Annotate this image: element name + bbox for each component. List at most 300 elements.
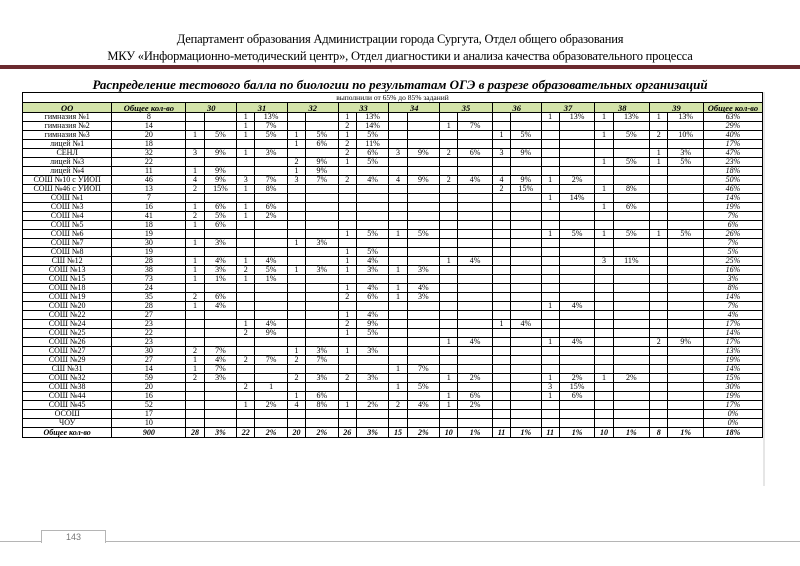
score-count [650,392,668,401]
score-count [237,347,255,356]
score-percent [407,140,439,149]
score-count: 2 [186,212,204,221]
score-percent [458,212,493,221]
score-percent [511,167,541,176]
score-percent: 4% [356,257,388,266]
score-count [287,383,305,392]
score-count: 2 [237,329,255,338]
score-percent [613,302,650,311]
score-percent: 13% [559,113,595,122]
score-percent: 2% [458,401,493,410]
org-total: 22 [112,329,186,338]
score-count: 1 [389,266,407,275]
org-name: гимназия №2 [23,122,112,131]
org-name: СОШ №6 [23,230,112,239]
score-percent: 4% [511,320,541,329]
score-percent [255,311,287,320]
score-count: 8 [650,428,668,438]
score-percent: 9% [306,167,338,176]
score-percent [559,365,595,374]
score-count: 1 [541,113,559,122]
score-count [650,410,668,419]
org-name: СОШ №18 [23,284,112,293]
column-header: 37 [541,103,595,113]
score-percent [668,401,704,410]
score-percent [356,167,388,176]
score-percent [204,401,236,410]
score-count: 1 [186,275,204,284]
score-count [595,275,613,284]
score-percent [613,293,650,302]
score-percent: 1% [559,428,595,438]
org-name: СШ №31 [23,365,112,374]
score-percent: 4% [458,176,493,185]
score-percent [559,320,595,329]
score-percent [613,167,650,176]
table-row [23,365,763,374]
score-count [541,221,559,230]
score-count [492,293,510,302]
score-percent: 8% [255,185,287,194]
score-count: 2 [237,266,255,275]
score-count: 1 [389,284,407,293]
score-percent: 9% [356,320,388,329]
score-percent: 3% [306,374,338,383]
score-percent [613,176,650,185]
score-percent [668,185,704,194]
org-total: 73 [112,275,186,284]
score-percent [306,410,338,419]
score-count [541,140,559,149]
score-count [440,194,458,203]
score-count [338,302,356,311]
score-count [186,230,204,239]
column-header: 30 [186,103,237,113]
score-count [595,365,613,374]
score-percent: 4% [356,311,388,320]
score-percent: 5% [559,230,595,239]
score-count [595,347,613,356]
score-percent: 13% [356,113,388,122]
org-total: 24 [112,284,186,293]
footer-rule [0,541,800,542]
table-row [23,302,763,311]
score-percent [613,401,650,410]
score-percent: 2% [407,428,439,438]
score-count [595,401,613,410]
score-count: 1 [186,356,204,365]
score-percent [511,356,541,365]
score-percent [306,365,338,374]
org-percent: 16% [703,266,762,275]
org-name: СОШ №19 [23,293,112,302]
score-count [492,383,510,392]
score-count [338,410,356,419]
org-total: 7 [112,194,186,203]
score-percent [458,230,493,239]
score-percent [511,338,541,347]
score-percent: 9% [204,167,236,176]
org-percent: 26% [703,230,762,239]
score-percent [613,248,650,257]
score-count [595,419,613,428]
score-percent [306,311,338,320]
org-name: лицей №4 [23,167,112,176]
score-percent: 4% [356,284,388,293]
score-count [389,140,407,149]
score-count [287,212,305,221]
score-count: 1 [237,320,255,329]
score-count [492,230,510,239]
score-count [186,338,204,347]
score-count [440,383,458,392]
score-count [338,185,356,194]
score-percent: 4% [458,257,493,266]
score-count: 1 [440,122,458,131]
score-count [492,212,510,221]
org-name: лицей №3 [23,158,112,167]
score-count: 2 [650,131,668,140]
score-percent [306,113,338,122]
score-count: 1 [186,131,204,140]
score-percent: 2% [356,401,388,410]
score-count [492,275,510,284]
score-count [338,275,356,284]
org-name: ЧОУ [23,419,112,428]
score-count [541,356,559,365]
score-percent [668,212,704,221]
score-percent [511,257,541,266]
score-percent: 4% [255,257,287,266]
score-count [237,140,255,149]
score-count: 1 [338,284,356,293]
score-percent: 2% [255,401,287,410]
org-total: 17 [112,410,186,419]
score-count: 1 [338,257,356,266]
score-percent [255,167,287,176]
score-percent [306,329,338,338]
org-name: СОШ №44 [23,392,112,401]
score-count: 4 [389,176,407,185]
org-total: 19 [112,230,186,239]
score-percent [613,194,650,203]
score-percent [559,185,595,194]
score-percent [204,284,236,293]
score-count: 1 [650,113,668,122]
score-count [595,356,613,365]
score-count [492,347,510,356]
score-percent: 1% [204,275,236,284]
score-count [650,239,668,248]
score-count [595,248,613,257]
score-percent [306,275,338,284]
score-count [389,302,407,311]
org-name: СОШ №32 [23,374,112,383]
score-percent: 4% [356,176,388,185]
score-count: 1 [338,113,356,122]
score-percent [511,392,541,401]
score-percent [356,275,388,284]
score-count [492,257,510,266]
org-percent: 29% [703,122,762,131]
score-count: 20 [287,428,305,438]
score-percent [255,194,287,203]
score-count: 1 [595,131,613,140]
score-percent [559,266,595,275]
score-count [440,311,458,320]
score-count [650,248,668,257]
score-count: 1 [440,257,458,266]
org-total: 13 [112,185,186,194]
score-percent [306,284,338,293]
score-percent [356,365,388,374]
score-percent [511,401,541,410]
score-percent [306,320,338,329]
score-percent [458,320,493,329]
score-percent [613,284,650,293]
org-percent: 25% [703,257,762,266]
score-count: 3 [186,149,204,158]
score-percent [255,293,287,302]
score-percent [613,266,650,275]
score-percent: 6% [458,392,493,401]
score-percent [458,284,493,293]
score-count [389,257,407,266]
score-count [650,365,668,374]
score-count [492,356,510,365]
score-count: 1 [186,257,204,266]
score-percent: 5% [613,131,650,140]
score-percent [668,221,704,230]
score-percent [613,392,650,401]
table-row [23,131,763,140]
score-count [492,158,510,167]
score-percent [204,338,236,347]
score-count [237,392,255,401]
score-count [541,158,559,167]
score-percent [613,275,650,284]
score-percent: 3% [668,149,704,158]
score-percent: 2% [559,374,595,383]
score-percent [559,131,595,140]
score-count [389,167,407,176]
score-percent [458,131,493,140]
score-count [237,284,255,293]
score-count: 2 [338,149,356,158]
score-percent [559,167,595,176]
org-total: 27 [112,311,186,320]
score-count [650,221,668,230]
score-percent [613,329,650,338]
score-percent [668,320,704,329]
score-count [541,167,559,176]
score-percent: 4% [559,338,595,347]
org-total: 23 [112,338,186,347]
score-percent [356,302,388,311]
org-name: СОШ №1 [23,194,112,203]
score-percent: 5% [511,131,541,140]
score-count [389,311,407,320]
score-count: 1 [389,365,407,374]
score-percent [613,311,650,320]
score-percent [255,248,287,257]
score-count [492,239,510,248]
score-count [492,401,510,410]
score-percent: 3% [356,374,388,383]
score-count: 1 [237,212,255,221]
score-count: 1 [541,194,559,203]
score-percent [511,383,541,392]
score-count [287,365,305,374]
score-count [287,248,305,257]
score-count [389,185,407,194]
score-count: 1 [338,158,356,167]
org-percent: 13% [703,347,762,356]
score-percent [668,257,704,266]
column-header: 39 [650,103,704,113]
score-count [541,365,559,374]
score-count [389,419,407,428]
score-count [237,365,255,374]
score-percent [356,419,388,428]
score-count: 2 [338,374,356,383]
score-percent [356,356,388,365]
score-count [595,284,613,293]
score-count [541,212,559,221]
org-percent: 50% [703,176,762,185]
score-percent [306,149,338,158]
score-count [338,383,356,392]
score-percent: 1 [255,383,287,392]
score-count [541,293,559,302]
org-total: 28 [112,302,186,311]
org-percent: 17% [703,140,762,149]
table-row [23,320,763,329]
score-percent [458,419,493,428]
score-percent: 7% [306,176,338,185]
score-count [287,293,305,302]
score-percent: 7% [255,122,287,131]
score-percent: 7% [458,122,493,131]
score-percent [668,266,704,275]
org-percent: 5% [703,248,762,257]
score-count: 1 [287,392,305,401]
score-count: 1 [541,374,559,383]
score-count [389,203,407,212]
score-percent: 4% [407,401,439,410]
score-percent [458,221,493,230]
org-percent: 6% [703,221,762,230]
column-header: Общее кол-во [703,103,762,113]
score-percent [407,410,439,419]
score-count [389,113,407,122]
score-count [492,284,510,293]
org-percent: 19% [703,203,762,212]
score-percent [511,329,541,338]
score-count [492,194,510,203]
table-row [23,221,763,230]
score-percent: 4% [559,302,595,311]
org-percent: 19% [703,356,762,365]
column-header: 33 [338,103,389,113]
table-row [23,230,763,239]
table-row [23,383,763,392]
score-percent: 6% [356,149,388,158]
score-count: 1 [338,266,356,275]
score-count: 1 [338,347,356,356]
score-percent [511,221,541,230]
score-percent [356,203,388,212]
score-count [237,230,255,239]
score-count [492,374,510,383]
score-count [492,248,510,257]
score-percent: 4% [255,320,287,329]
score-count: 3 [287,176,305,185]
score-count: 2 [287,158,305,167]
org-name: СЕНЛ [23,149,112,158]
score-count [492,302,510,311]
score-percent [356,212,388,221]
score-percent [407,167,439,176]
score-percent: 4% [204,302,236,311]
org-percent: 14% [703,293,762,302]
score-percent [407,275,439,284]
score-count: 1 [237,122,255,131]
score-count: 1 [186,266,204,275]
org-total: 38 [112,266,186,275]
score-percent [511,239,541,248]
score-count [237,338,255,347]
score-percent [407,329,439,338]
header-department: Департамент образования Администрации города Сургута, Отдел общего образования [176,32,624,46]
score-count [650,275,668,284]
score-percent [407,374,439,383]
score-count [237,158,255,167]
org-name: Общее кол-во [23,428,112,438]
score-count [595,212,613,221]
score-count [287,185,305,194]
score-count [541,275,559,284]
org-name: СОШ №25 [23,329,112,338]
score-count [492,338,510,347]
score-percent [407,185,439,194]
org-percent: 7% [703,302,762,311]
org-total: 8 [112,113,186,122]
score-count: 3 [389,149,407,158]
score-percent [255,338,287,347]
org-total: 16 [112,203,186,212]
score-percent: 6% [255,203,287,212]
org-name: СШ №12 [23,257,112,266]
org-name: СОШ №38 [23,383,112,392]
score-count [237,194,255,203]
score-percent [306,221,338,230]
score-count: 1 [389,230,407,239]
table-row [23,203,763,212]
org-percent: 15% [703,374,762,383]
score-percent: 2% [255,428,287,438]
score-count: 26 [338,428,356,438]
header-institution: МКУ «Информационно-методический центр», Отдел диагностики и анализа качества образовательного процесса [107,49,693,63]
score-count [492,365,510,374]
score-count: 2 [186,185,204,194]
table-row [23,158,763,167]
score-percent [511,122,541,131]
score-percent: 6% [559,392,595,401]
score-percent: 5% [356,329,388,338]
score-percent [407,122,439,131]
column-header: 35 [440,103,493,113]
